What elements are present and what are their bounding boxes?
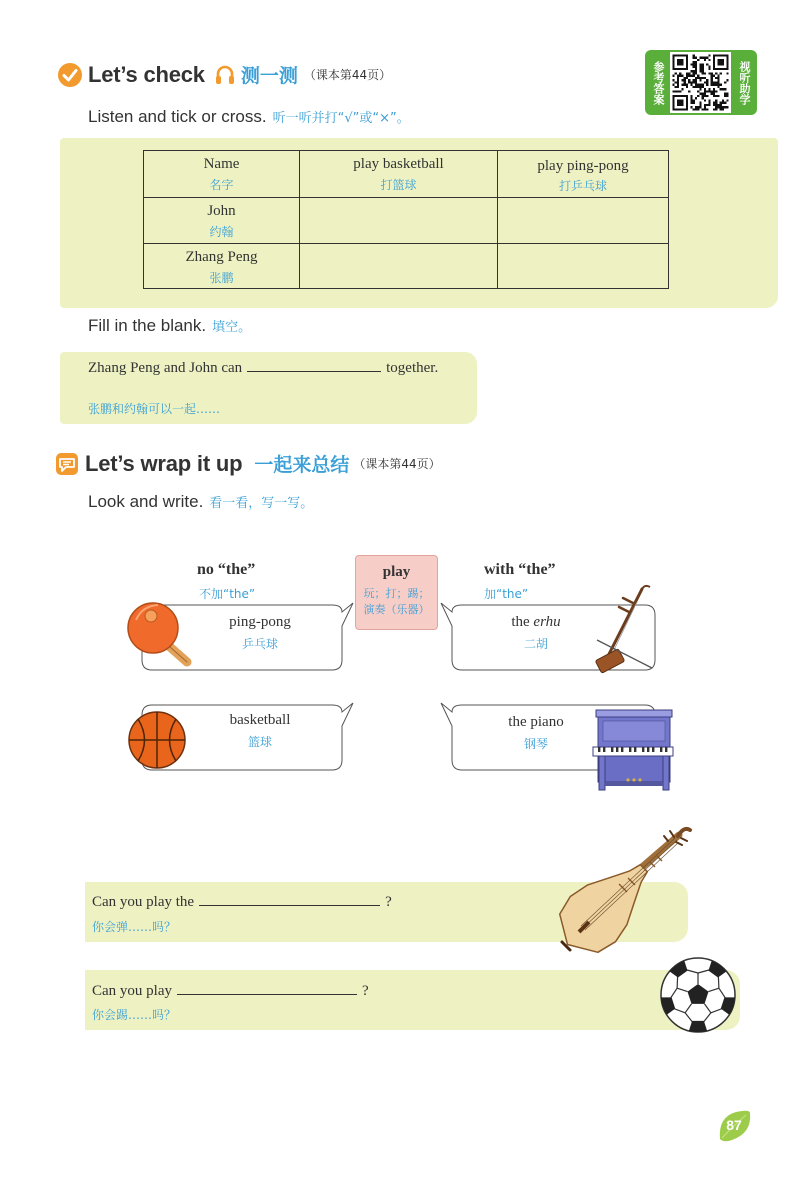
textbook-page-ref: （课本第44页） — [303, 68, 392, 82]
wrap-it-up-header — [55, 450, 441, 477]
answer-key-label: 参考答案 — [652, 61, 665, 105]
question-mark: ? — [385, 894, 392, 910]
item-cn: 乒乓球 — [241, 637, 278, 651]
item-cn: 钢琴 — [523, 737, 548, 751]
section-title: Let’s check — [88, 61, 205, 87]
erhu-label — [466, 613, 606, 652]
section-title-cn: 测一测 — [240, 66, 298, 87]
play-meaning-line1: 玩；打；踢； — [363, 587, 430, 600]
play-meaning-line2: 演奏（乐器） — [363, 603, 430, 616]
textbook-page-ref: （课本第44页） — [353, 457, 441, 471]
table-row — [144, 198, 669, 244]
answer-blank — [247, 359, 381, 372]
cell-en: John — [207, 203, 236, 219]
question-1-cn: 你会弹……吗？ — [92, 920, 177, 934]
with-the-label: with “the” — [484, 561, 556, 578]
item-en: basketball — [229, 712, 291, 728]
header-cell-name — [144, 151, 300, 198]
question-2-cn: 你会踢……吗？ — [92, 1008, 177, 1022]
basketball-label — [190, 711, 330, 750]
fill-instruction — [88, 316, 251, 336]
cell-en: play basketball — [353, 156, 444, 172]
cell-en: Name — [203, 156, 240, 172]
listen-instruction-cn: 听一听并打“√”或“×”。 — [272, 111, 410, 126]
cell-cn: 约翰 — [209, 225, 234, 239]
answer-cell-basketball — [300, 244, 498, 289]
answer-cell-ping-pong — [498, 198, 669, 244]
fill-instruction-cn: 填空。 — [212, 320, 252, 335]
piano-label — [466, 713, 606, 752]
item-cn: 二胡 — [523, 637, 548, 651]
cell-en: play ping-pong — [537, 158, 629, 174]
erhu-word: erhu — [533, 614, 561, 630]
fill-sentence — [88, 359, 438, 377]
answer-cell-basketball — [300, 198, 498, 244]
look-instruction — [88, 492, 313, 512]
chat-icon — [55, 452, 79, 476]
question-start: Can you play — [92, 983, 172, 999]
no-the-label: no “the” — [197, 561, 256, 578]
fill-instruction-en: Fill in the blank. — [88, 316, 207, 335]
play-word: play — [382, 564, 411, 580]
answer-blank — [177, 982, 357, 995]
item-en — [466, 613, 606, 631]
qr-code — [670, 52, 731, 113]
sentence-end: together. — [386, 360, 439, 376]
tick-cross-table — [143, 150, 669, 289]
look-instruction-cn: 看一看，写一写。 — [209, 496, 314, 511]
item-cn: 篮球 — [247, 735, 272, 749]
ping-pong-label — [190, 613, 330, 652]
fill-sentence-cn: 张鹏和约翰可以一起…… — [88, 402, 221, 416]
check-circle-icon — [57, 62, 83, 88]
item-en: the piano — [508, 714, 564, 730]
qr-code-panel — [645, 50, 757, 115]
cell-cn: 打篮球 — [380, 178, 417, 192]
pipa-illustration — [560, 829, 690, 952]
listen-instruction — [88, 107, 410, 127]
soccer-ball-illustration — [653, 954, 742, 1039]
question-mark: ? — [362, 983, 369, 999]
cell-en: Zhang Peng — [185, 249, 258, 265]
no-the-label-cn: 不加“the” — [199, 587, 256, 601]
listen-instruction-en: Listen and tick or cross. — [88, 107, 267, 126]
question-2 — [92, 982, 369, 1000]
row-name-cell — [144, 198, 300, 244]
cell-cn: 名字 — [209, 178, 234, 192]
play-verb-box — [355, 555, 438, 630]
lets-check-header — [57, 61, 391, 88]
question-1 — [92, 893, 392, 911]
section-title: Let’s wrap it up — [85, 450, 243, 476]
audio-visual-label: 视听助学 — [738, 61, 751, 105]
qr-code-icon — [670, 52, 731, 113]
answer-cell-ping-pong — [498, 244, 669, 289]
sentence-start: Zhang Peng and John can — [88, 360, 243, 376]
answer-blank — [199, 893, 380, 906]
item-en: ping-pong — [229, 614, 291, 630]
row-name-cell — [144, 244, 300, 289]
basketball-illustration — [129, 712, 185, 768]
cell-cn: 张鹏 — [209, 271, 234, 285]
table-header-row — [144, 151, 669, 198]
section-title-cn: 一起来总结 — [254, 455, 350, 476]
question-start: Can you play the — [92, 894, 195, 910]
ping-pong-ball — [145, 610, 157, 622]
look-instruction-en: Look and write. — [88, 492, 204, 511]
article-the: the — [511, 614, 530, 630]
headphones-icon — [215, 64, 235, 86]
page-number: 87 — [726, 1117, 742, 1133]
with-the-label-cn: 加“the” — [484, 587, 529, 601]
cell-cn: 打乒乓球 — [558, 179, 607, 193]
header-cell-ping-pong — [498, 151, 669, 198]
page-number-badge — [716, 1109, 752, 1143]
header-cell-basketball — [300, 151, 498, 198]
table-row — [144, 244, 669, 289]
